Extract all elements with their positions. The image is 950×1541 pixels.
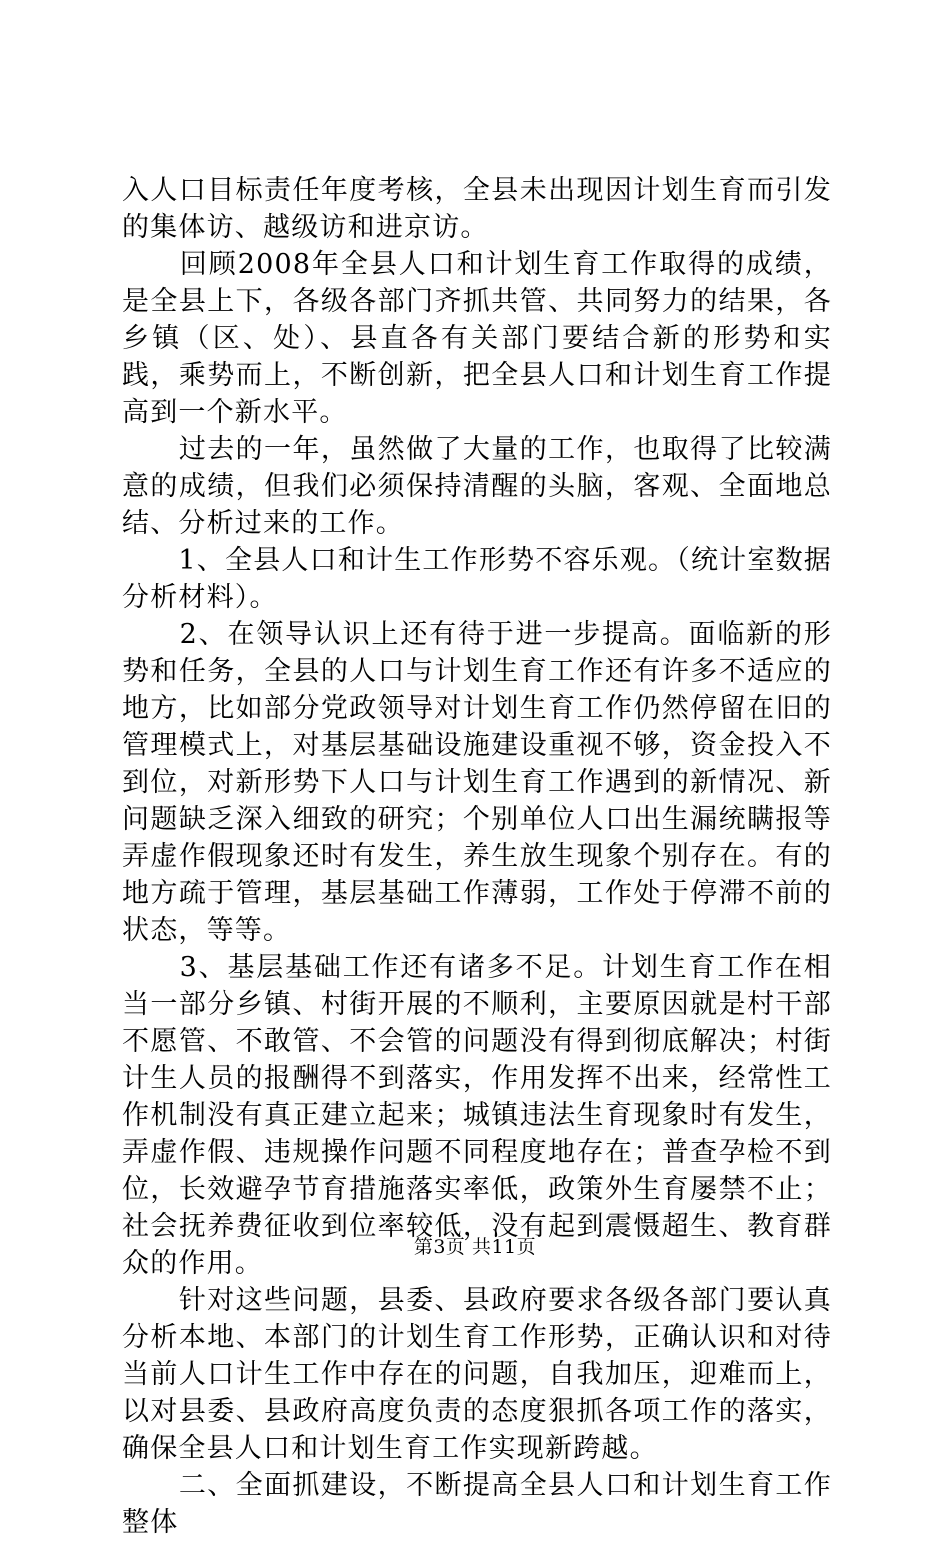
page-number-footer: 第3页 共11页 (413, 1236, 537, 1258)
document-body (122, 172, 832, 1541)
paragraph-2: 回顾2008年全县人口和计划生育工作取得的成绩，是全县上下，各级各部门齐抓共管、共同努力的结果，各乡镇（区、处）、县直各有关部门要结合新的形势和实践，乘势而上，不断创新，把全县人口和计划生育工作提高到一个新水平。 (122, 249, 832, 428)
paragraph-6: 3、基层基础工作还有诸多不足。计划生育工作在相当一部分乡镇、村街开展的不顺利，主要原因就是村干部不愿管、不敢管、不会管的问题没有得到彻底解决；村街计生人员的报酬得不到落实，作用发挥不出来，经常性工作机制没有真正建立起来；城镇违法生育现象时有发生，弄虚作假、违规操作问题不同程度地存在；普查孕检不到位，长效避孕节育措施落实率低，政策外生育屡禁不止；社会抚养费征收到位率较低，没有起到震慑超生、教育群众的作用。 (122, 952, 832, 1279)
paragraph-7: 针对这些问题，县委、县政府要求各级各部门要认真分析本地、本部门的计划生育工作形势，正确认识和对待当前人口计生工作中存在的问题，自我加压，迎难而上，以对县委、县政府高度负责的态度狠抓各项工作的落实，确保全县人口和计划生育工作实现新跨越。 (122, 1285, 832, 1464)
paragraph-5: 2、在领导认识上还有待于进一步提高。面临新的形势和任务，全县的人口与计划生育工作还有许多不适应的地方，比如部分党政领导对计划生育工作仍然停留在旧的管理模式上，对基层基础设施建设重视不够，资金投入不到位，对新形势下人口与计划生育工作遇到的新情况、新问题缺乏深入细致的研究；个别单位人口出生漏统瞒报等弄虚作假现象还时有发生，养生放生现象个别存在。有的地方疏于管理，基层基础工作薄弱，工作处于停滞不前的状态，等等。 (122, 619, 832, 946)
paragraph-4: 1、全县人口和计生工作形势不容乐观。（统计室数据分析材料）。 (122, 545, 832, 613)
paragraph-1: 入人口目标责任年度考核，全县未出现因计划生育而引发的集体访、越级访和进京访。 (122, 175, 832, 243)
paragraph-8: 二、全面抓建设，不断提高全县人口和计划生育工作整体 (122, 1470, 832, 1538)
paragraph-3: 过去的一年，虽然做了大量的工作，也取得了比较满意的成绩，但我们必须保持清醒的头脑，客观、全面地总结、分析过来的工作。 (122, 434, 832, 539)
